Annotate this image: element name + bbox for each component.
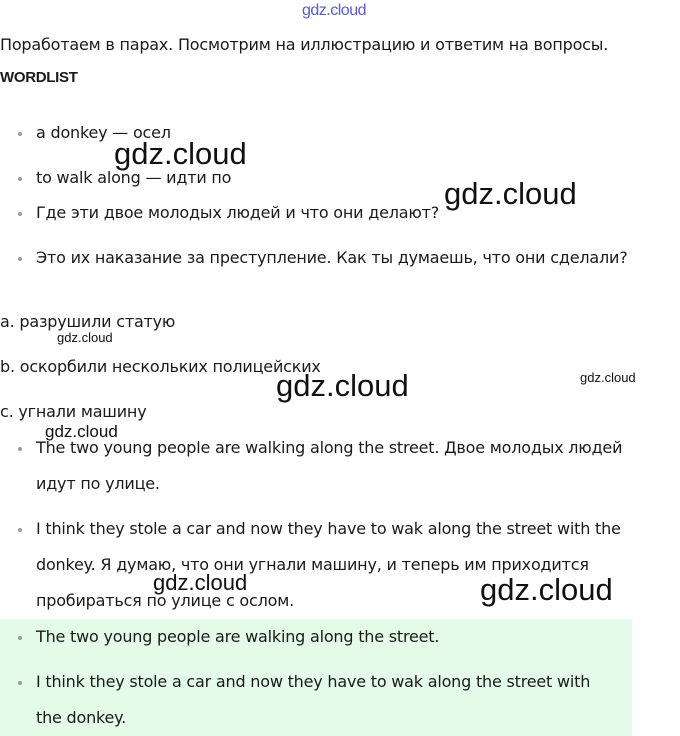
watermark: gdz.cloud	[45, 422, 118, 441]
watermark: gdz.cloud	[114, 136, 247, 171]
bullet-dot	[18, 257, 22, 261]
bullet-dot	[18, 212, 22, 216]
bullet-dot	[18, 681, 22, 685]
bullet-dot	[18, 528, 22, 532]
option-a: a. разрушили статую	[0, 312, 176, 331]
highlighted-answer-2-line-1: I think they stole a car and now they have to wak along the street with	[36, 672, 591, 691]
bullet-dot	[18, 177, 22, 181]
highlighted-answer-2-line-2: the donkey.	[36, 708, 127, 727]
highlighted-answer-1: The two young people are walking along the street.	[36, 627, 440, 646]
answer-2-line-1: I think they stole a car and now they have to wak along the street with the	[36, 519, 621, 538]
bullet-dot	[18, 132, 22, 136]
wordlist-heading: WORDLIST	[0, 69, 78, 86]
watermark: gdz.cloud	[444, 176, 577, 211]
answer-2-line-2: donkey. Я думаю, что они угнали машину, и теперь им приходится	[36, 555, 589, 574]
intro-text: Поработаем в парах. Посмотрим на иллюстрацию и ответим на вопросы.	[0, 35, 609, 54]
watermark: gdz.cloud	[57, 330, 113, 345]
watermark: gdz.cloud	[153, 570, 248, 595]
wordlist-item: to walk along — идти по	[36, 168, 232, 187]
watermark: gdz.cloud	[580, 370, 636, 385]
answer-1-line-2: идут по улице.	[36, 474, 160, 493]
wordlist-item: a donkey — осел	[36, 123, 171, 142]
answer-1-line-1: The two young people are walking along the street. Двое молодых людей	[36, 438, 623, 457]
option-c: c. угнали машину	[0, 402, 147, 421]
wordlist-item: Это их наказание за преступление. Как ты думаешь, что они сделали?	[36, 248, 628, 267]
bullet-dot	[18, 447, 22, 451]
watermark: gdz.cloud	[480, 572, 613, 607]
watermark: gdz.cloud	[276, 368, 409, 403]
wordlist-item: Где эти двое молодых людей и что они делают?	[36, 203, 440, 222]
bullet-dot	[18, 636, 22, 640]
header-watermark: gdz.cloud	[302, 2, 366, 19]
answer-2-line-3: пробираться по улице с ослом.	[36, 591, 294, 610]
option-b: b. оскорбили нескольких полицейских	[0, 357, 321, 376]
